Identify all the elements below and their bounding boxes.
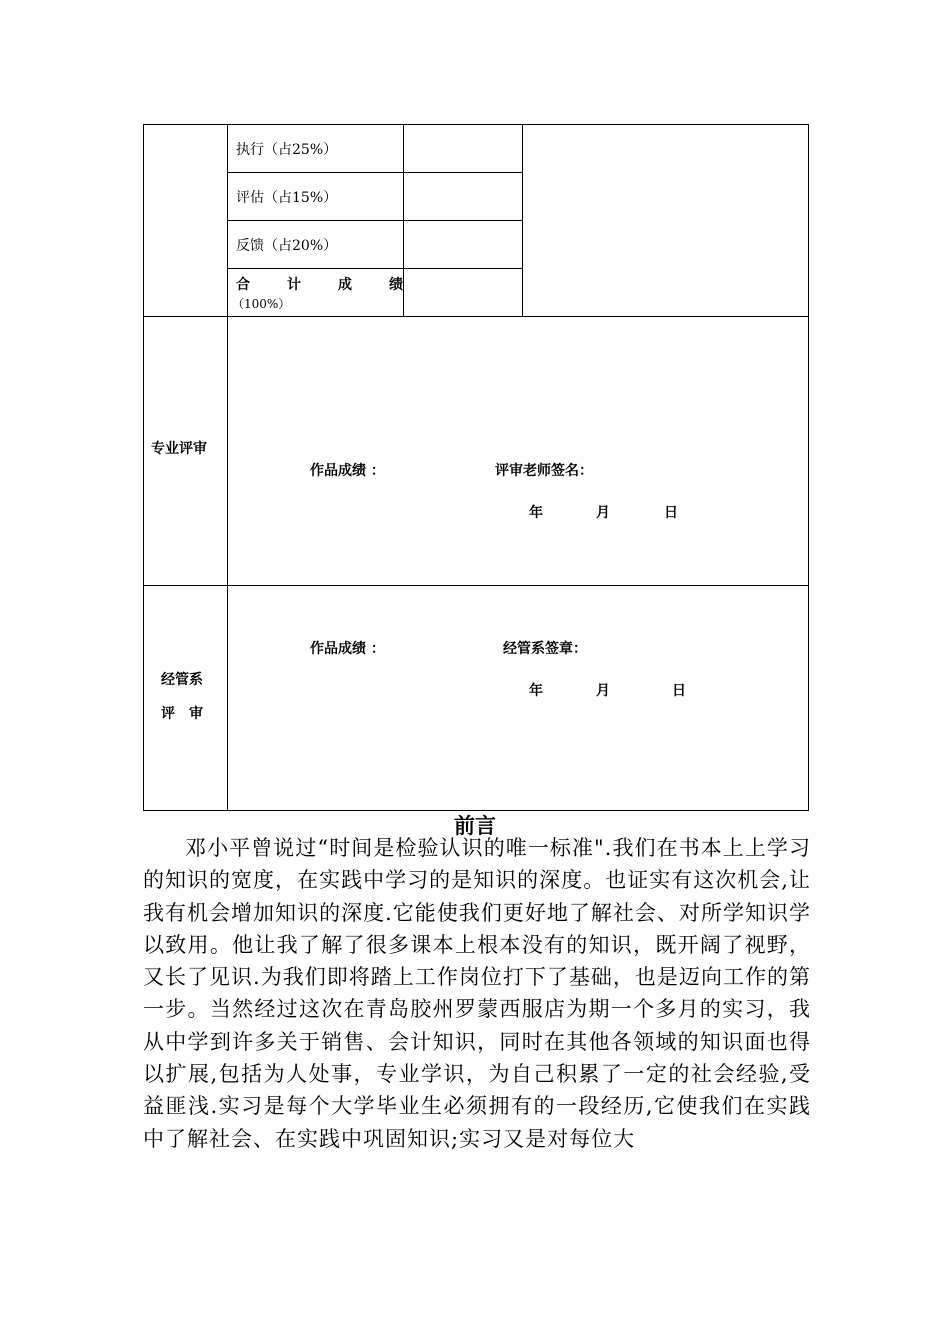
table-border-top [143, 124, 809, 125]
table-divider [227, 268, 523, 269]
table-border-left [143, 124, 144, 811]
department-review-label-line2: 评 审 [161, 706, 203, 722]
table-divider [227, 124, 228, 811]
professional-year: 年 [529, 505, 543, 521]
evaluation-row-label: 评估（占15%） [236, 190, 338, 206]
department-stamp-label: 经管系签章： [503, 641, 587, 657]
total-score-label: 合 计 成 绩 [236, 277, 406, 293]
department-day: 日 [672, 683, 686, 699]
professional-review-label: 专业评审 [151, 441, 207, 457]
professional-score-label: 作品成绩 ： [310, 463, 385, 479]
department-year: 年 [529, 683, 543, 699]
professional-signature-label: 评审老师签名： [495, 463, 593, 479]
department-review-label: 经管系 [161, 672, 203, 688]
preface-title: 前言 [454, 814, 496, 838]
table-divider [227, 220, 523, 221]
feedback-row-label: 反馈（占20%） [236, 238, 338, 254]
professional-month: 月 [596, 505, 610, 521]
table-border-right [808, 124, 809, 811]
professional-day: 日 [664, 505, 678, 521]
execution-row-label: 执行（占25%） [236, 142, 338, 158]
department-score-label: 作品成绩 ： [310, 641, 385, 657]
table-divider [143, 316, 809, 317]
table-divider [227, 172, 523, 173]
preface-body: 邓小平曾说过“时间是检验认识的唯一标准".我们在书本上上学习的知识的宽度，在实践中学习的是知识的深度。也证实有这次机会,让我有机会增加知识的深度.它能使我们更好地了解社会、对所学知识学以致用。他让我了解了很多课本上根本没有的知识，既开阔了视野，又长了见识.为我们即将踏上工作岗位打下了基础，也是迈向工作的第一步。当然经过这次在青岛胶州罗蒙西服店为期一个多月的实习，我从中学到许多关于销售、会计知识，同时在其他各领域的知识面也得以扩展,包括为人处事，专业学识，为自己积累了一定的社会经验,受益匪浅.实习是每个大学毕业生必须拥有的一段经历,它使我们在实践中了解社会、在实践中巩固知识;实习又是对每位大 [143, 836, 811, 1151]
total-score-percent: （100%） [232, 297, 291, 311]
department-month: 月 [596, 683, 610, 699]
table-divider [143, 585, 809, 586]
